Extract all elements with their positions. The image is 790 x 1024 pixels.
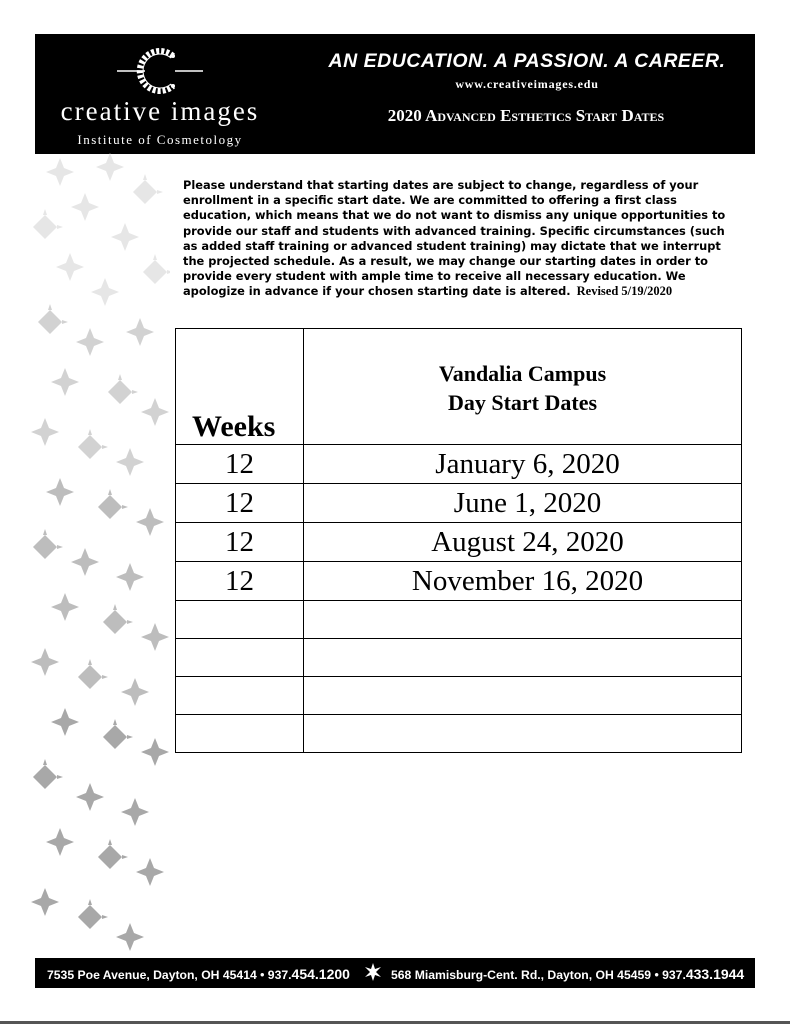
weeks-cell: 12 (176, 523, 304, 562)
date-cell (304, 677, 742, 715)
weeks-header: Weeks (176, 329, 304, 445)
tagline: AN EDUCATION. A PASSION. A CAREER. (328, 50, 726, 72)
weeks-cell (176, 715, 304, 753)
revised-date: Revised 5/19/2020 (576, 284, 673, 299)
date-cell: January 6, 2020 (304, 445, 742, 484)
campus-header-line2: Day Start Dates (447, 390, 598, 415)
flourish-icon (363, 961, 383, 983)
date-cell: June 1, 2020 (304, 484, 742, 523)
table-row-empty (176, 639, 742, 677)
weeks-cell: 12 (176, 484, 304, 523)
page-title: 2020 Advanced Esthetics Start Dates (387, 106, 665, 125)
notice-paragraph (183, 178, 743, 300)
address2-phone: 433.1944 (685, 966, 745, 982)
footer-address-poe (47, 966, 350, 982)
address1-text: 7535 Poe Avenue, Dayton, OH 45414 • 937. (47, 968, 292, 982)
table-row-empty (176, 601, 742, 639)
weeks-cell: 12 (176, 562, 304, 601)
logo-subtitle: Institute of Cosmetology (77, 132, 243, 147)
date-cell (304, 639, 742, 677)
campus-header-line1: Vandalia Campus (438, 361, 607, 386)
table-row-empty (176, 715, 742, 753)
campus-header (304, 329, 742, 445)
notice-text: Please understand that starting dates are subject to change, regardless of your enrollment in a specific start date. We are committed to offering a first class education, which means that we do not want to dismiss any unique opportunities to provide our staff and students with advanced training. Specific circumstances (such as added staff training or advanced student training) may dictate that we interrupt the projected schedule. As a result, we may change our starting dates in order to provide every student with ample time to receive all necessary education. We apologize in advance if your chosen starting date is altered. (183, 178, 726, 299)
date-cell: November 16, 2020 (304, 562, 742, 601)
logo (35, 42, 285, 152)
date-cell (304, 715, 742, 753)
table-row (176, 445, 742, 484)
weeks-cell (176, 677, 304, 715)
weeks-cell (176, 639, 304, 677)
logo-name: creative images (60, 96, 260, 126)
table-header-row (176, 329, 742, 445)
ornate-c-logo-icon (115, 46, 205, 96)
weeks-cell: 12 (176, 445, 304, 484)
footer-address-miamisburg (391, 966, 744, 982)
floral-pattern (30, 152, 170, 960)
footer-bar (35, 958, 755, 988)
header-banner (35, 34, 755, 154)
table-row (176, 562, 742, 601)
date-cell: August 24, 2020 (304, 523, 742, 562)
weeks-cell (176, 601, 304, 639)
start-dates-table (175, 328, 742, 753)
table-row (176, 484, 742, 523)
address1-phone: 454.1200 (291, 966, 350, 982)
address2-text: 568 Miamisburg-Cent. Rd., Dayton, OH 45459 • 937. (391, 968, 686, 982)
table-row (176, 523, 742, 562)
date-cell (304, 601, 742, 639)
website-url[interactable]: www.creativeimages.edu (455, 77, 599, 91)
table-row-empty (176, 677, 742, 715)
